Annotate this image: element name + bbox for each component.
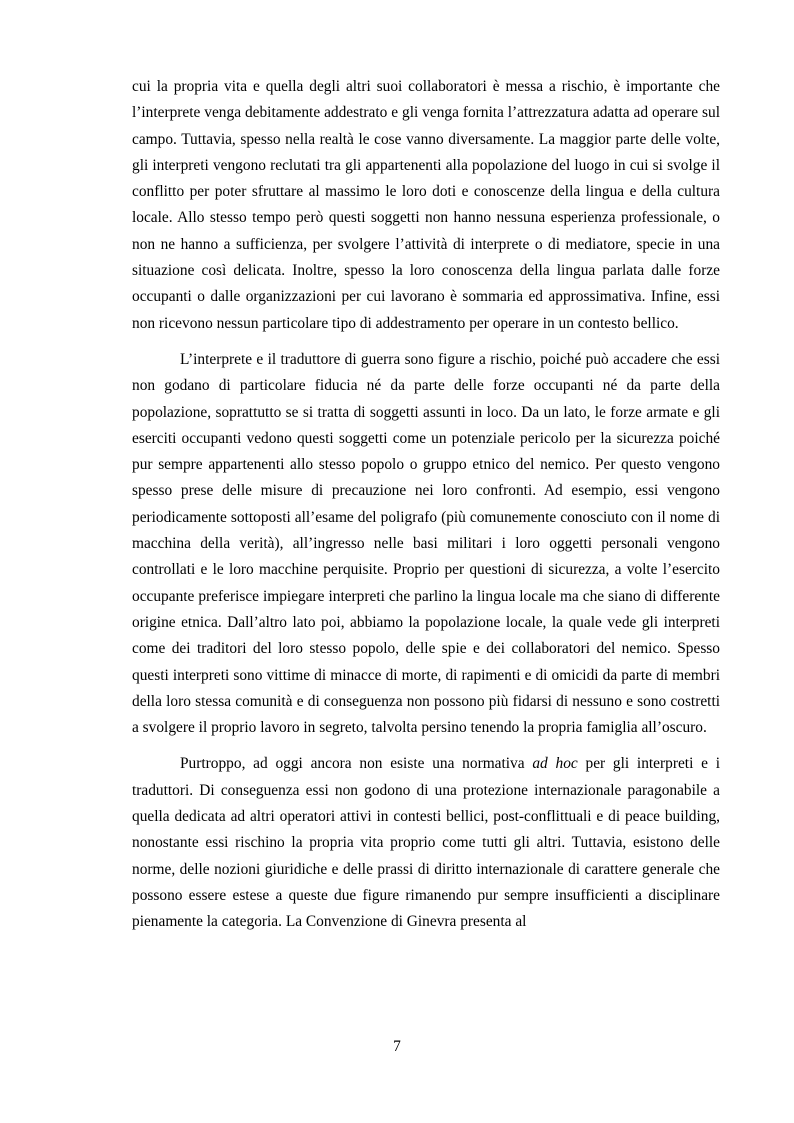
document-page: [132, 74, 720, 946]
paragraph-interpreter-risk: L’interprete e il traduttore di guerra sono figure a rischio, poiché può accadere che essi non godano di particolare fiducia né da parte delle forze occupanti né da parte della popolazione, soprattutto se si tratta di soggetti assunti in loco. Da un lato, le forze armate e gli eserciti occupanti vedono questi soggetti come un potenziale pericolo per la sicurezza poiché pur sempre appartenenti allo stesso popolo o gruppo etnico del nemico. Per questo vengono spesso prese delle misure di precauzione nei loro confronti. Ad esempio, essi vengono periodicamente sottoposti all’esame del poligrafo (più comunemente conosciuto con il nome di macchina della verità), all’ingresso nelle basi militari i loro oggetti personali vengono controllati e le loro macchine perquisite. Proprio per questioni di sicurezza, a volte l’esercito occupante preferisce impiegare interpreti che parlino la lingua locale ma che siano di differente origine etnica. Dall’altro lato poi, abbiamo la popolazione locale, la quale vede gli interpreti come dei traditori del loro stesso popolo, delle spie e dei collaboratori del nemico. Spesso questi interpreti sono vittime di minacce di morte, di rapimenti e di omicidi da parte di membri della loro stessa comunità e di conseguenza non possono più fidarsi di nessuno e sono costretti a svolgere il proprio lavoro in segreto, talvolta persino tenendo la propria famiglia all’oscuro.: [132, 350, 720, 737]
paragraph-text-after-emphasis: per gli interpreti e i traduttori. Di conseguenza essi non godono di una protezione internazionale paragonabile a quella dedicata ad altri operatori attivi in contesti bellici, post-conflittuali e di peace building, nonostante essi rischino la propria vita proprio come tutti gli altri. Tuttavia, esistono delle norme, delle nozioni giuridiche e delle prassi di diritto internazionale di carattere generale che possono essere estese a queste due figure rimanendo pur sempre insufficienti a disciplinare pienamente la categoria. La Convenzione di Ginevra presenta al: [132, 755, 720, 931]
emphasis-ad-hoc: ad hoc: [532, 755, 578, 773]
paragraph-text-before-emphasis: Purtroppo, ad oggi ancora non esiste una normativa: [180, 755, 533, 773]
paragraph-legal-protection: [132, 751, 720, 935]
paragraph-continuation: cui la propria vita e quella degli altri suoi collaboratori è messa a rischio, è importante che l’interprete venga debitamente addestrato e gli venga fornita l’attrezzatura adatta ad operare sul campo. Tuttavia, spesso nella realtà le cose vanno diversamente. La maggior parte delle volte, gli interpreti vengono reclutati tra gli appartenenti alla popolazione del luogo in cui si svolge il conflitto per poter sfruttare al massimo le loro doti e conoscenze della lingua e della cultura locale. Allo stesso tempo però questi soggetti non hanno nessuna esperienza professionale, o non ne hanno a sufficienza, per svolgere l’attività di interprete o di mediatore, specie in una situazione così delicata. Inoltre, spesso la loro conoscenza della lingua parlata dalle forze occupanti o dalle organizzazioni per cui lavorano è sommaria ed approssimativa. Infine, essi non ricevono nessun particolare tipo di addestramento per operare in un contesto bellico.: [132, 78, 720, 332]
page-number: 7: [393, 1038, 401, 1055]
